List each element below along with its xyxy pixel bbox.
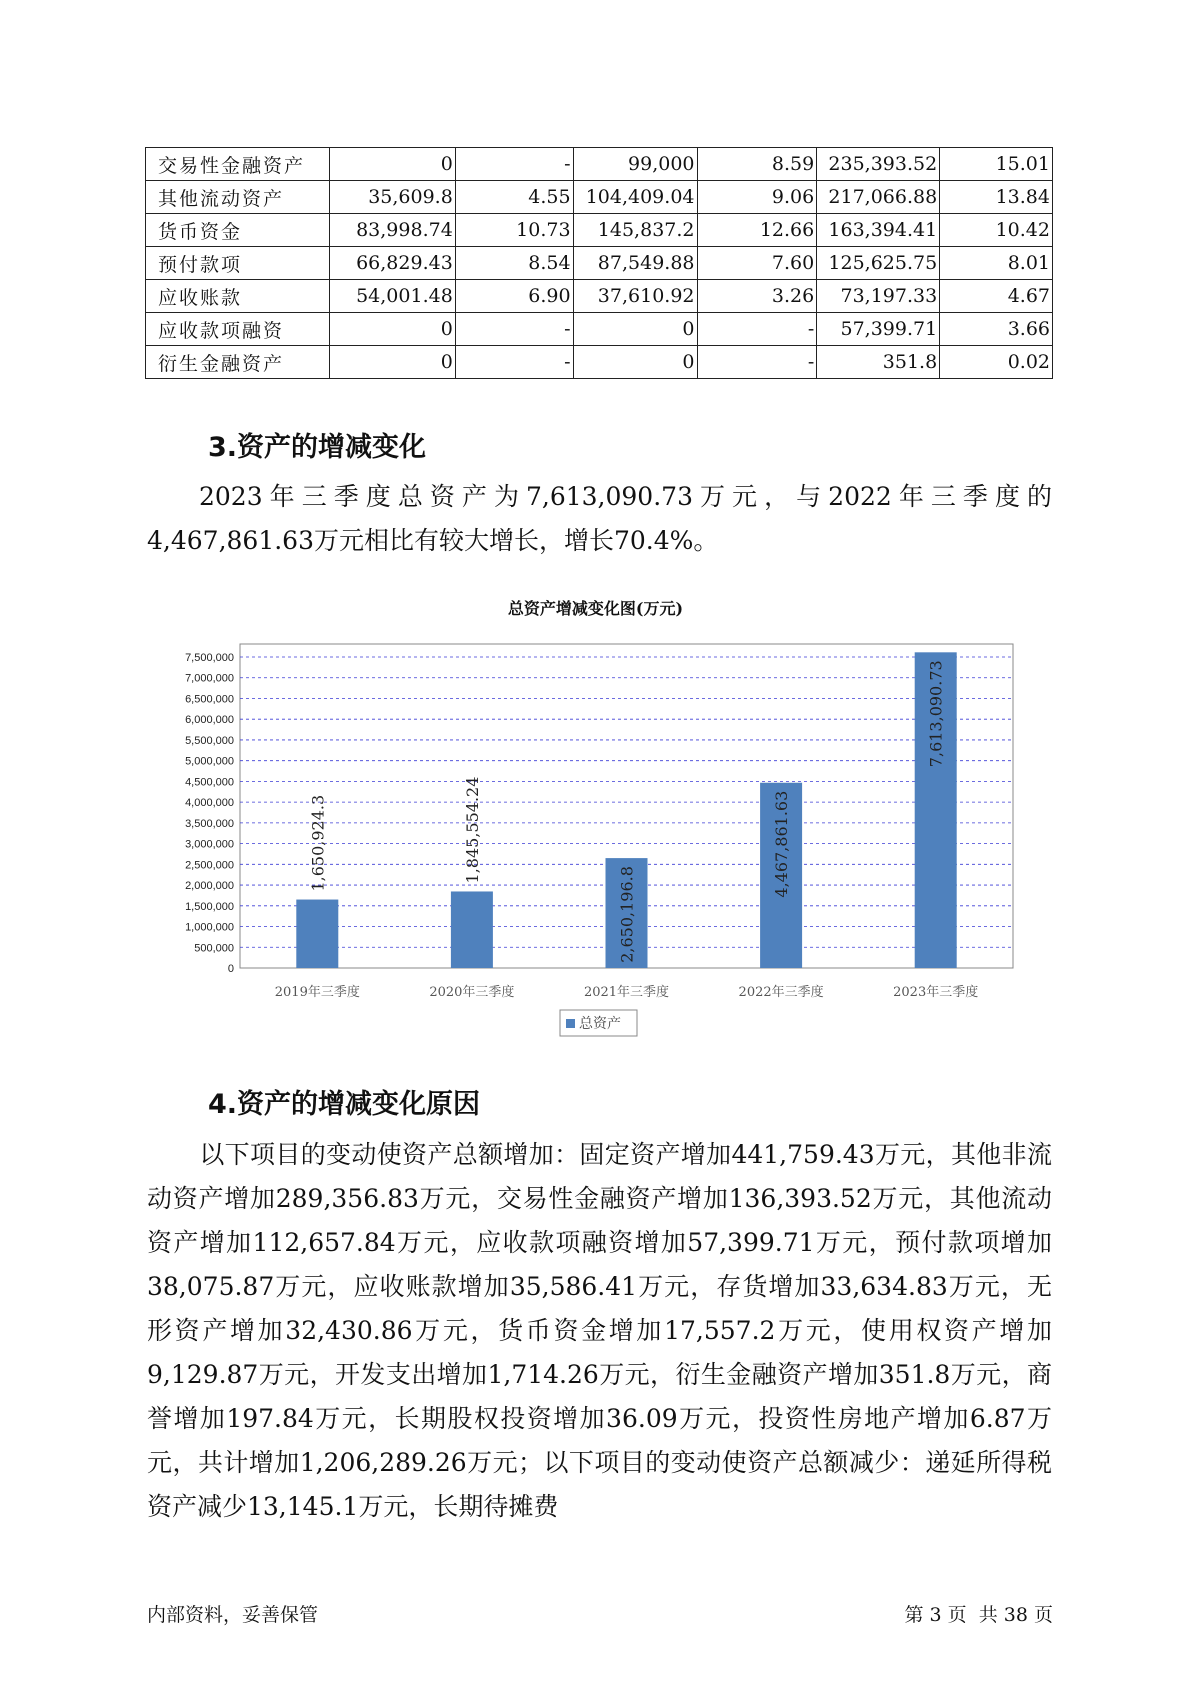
row-label-cell: 交易性金融资产	[146, 148, 330, 181]
value-cell: 6.90	[455, 280, 573, 313]
bar-value-label: 7,613,090.73	[926, 660, 946, 768]
y-tick-label: 3,500,000	[185, 817, 234, 830]
bar	[296, 900, 338, 968]
value-cell: 3.66	[940, 313, 1053, 346]
x-tick-label: 2019年三季度	[274, 985, 360, 1000]
y-tick-label: 5,500,000	[185, 734, 234, 747]
footer-page-number: 第 3 页 共 38 页	[904, 1604, 1053, 1626]
value-cell: 235,393.52	[817, 148, 940, 181]
value-cell: 125,625.75	[817, 247, 940, 280]
value-cell: 87,549.88	[573, 247, 697, 280]
y-tick-label: 0	[227, 963, 234, 975]
y-tick-label: 1,000,000	[185, 921, 234, 934]
value-cell: 217,066.88	[817, 181, 940, 214]
y-tick-label: 1,500,000	[185, 900, 234, 913]
chart-title: 总资产增减变化图(万元)	[507, 599, 684, 618]
value-cell: 8.59	[697, 148, 817, 181]
value-cell: 54,001.48	[329, 280, 455, 313]
value-cell: 3.26	[697, 280, 817, 313]
value-cell: 4.67	[940, 280, 1053, 313]
value-cell: 57,399.71	[817, 313, 940, 346]
value-cell: 0.02	[940, 346, 1053, 379]
value-cell: 0	[573, 346, 697, 379]
section-heading-asset-change: 3.资产的增减变化	[208, 432, 427, 463]
y-tick-label: 7,000,000	[185, 672, 234, 685]
row-label-cell: 货币资金	[146, 214, 330, 247]
value-cell: 0	[329, 313, 455, 346]
legend-label: 总资产	[579, 1016, 621, 1032]
row-label-cell: 衍生金融资产	[146, 346, 330, 379]
value-cell: 4.55	[455, 181, 573, 214]
bar-value-label: 1,845,554.24	[462, 776, 482, 884]
value-cell: 145,837.2	[573, 214, 697, 247]
y-tick-label: 3,000,000	[185, 838, 234, 851]
y-tick-label: 500,000	[194, 942, 234, 955]
y-tick-label: 7,500,000	[185, 652, 234, 664]
x-tick-label: 2022年三季度	[738, 985, 824, 1000]
value-cell: 163,394.41	[817, 214, 940, 247]
value-cell: 35,609.8	[329, 181, 455, 214]
bar-value-label: 2,650,196.8	[617, 866, 637, 963]
value-cell: 37,610.92	[573, 280, 697, 313]
value-cell: 15.01	[940, 148, 1053, 181]
value-cell: 8.01	[940, 247, 1053, 280]
y-tick-label: 2,000,000	[185, 880, 234, 893]
value-cell: 83,998.74	[329, 214, 455, 247]
y-tick-label: 2,500,000	[185, 859, 234, 872]
value-cell: 10.73	[455, 214, 573, 247]
row-label-cell: 其他流动资产	[146, 181, 330, 214]
y-tick-label: 4,500,000	[185, 776, 234, 789]
value-cell: 8.54	[455, 247, 573, 280]
y-tick-label: 4,000,000	[185, 797, 234, 810]
value-cell: -	[455, 346, 573, 379]
value-cell: -	[697, 346, 817, 379]
value-cell: 9.06	[697, 181, 817, 214]
y-tick-label: 5,000,000	[185, 755, 234, 768]
x-tick-label: 2023年三季度	[893, 985, 979, 1000]
bar-value-label: 1,650,924.3	[308, 794, 328, 892]
bar-value-label: 4,467,861.63	[772, 790, 792, 898]
change-reasons-paragraph	[147, 1133, 1052, 1529]
value-cell: 12.66	[697, 214, 817, 247]
value-cell: 0	[329, 148, 455, 181]
footer-confidential: 内部资料，妥善保管	[147, 1604, 319, 1626]
value-cell: -	[455, 148, 573, 181]
value-cell: 99,000	[573, 148, 697, 181]
value-cell: 10.42	[940, 214, 1053, 247]
x-tick-label: 2021年三季度	[583, 985, 670, 1000]
section-heading-change-reasons: 4.资产的增减变化原因	[208, 1089, 481, 1120]
legend-swatch	[566, 1019, 575, 1028]
value-cell: 73,197.33	[817, 280, 940, 313]
change-reasons-text: 以下项目的变动使资产总额增加：固定资产增加441,759.43万元，其他非流动资产增加289,356.83万元，交易性金融资产增加136,393.52万元，其他流动资产增加112,657.84万元，应收款项融资增加57,399.71万元，预付款项增加38,075.87万元，应收账款增加35,586.41万元，存货增加33,634.83万元，无形资产增加32,430.86万元，货币资金增加17,557.2万元，使用权资产增加9,129.87万元，开发支出增加1,714.26万元，衍生金融资产增加351.8万元，商誉增加197.84万元，长期股权投资增加36.09万元，投资性房地产增加6.87万元，共计增加1,206,289.26万元；以下项目的变动使资产总额减少：递延所得税资产减少13,145.1万元，长期待摊费	[147, 1140, 1052, 1521]
x-tick-label: 2020年三季度	[429, 985, 515, 1000]
y-tick-label: 6,500,000	[185, 693, 234, 706]
value-cell: -	[697, 313, 817, 346]
row-label-cell: 预付款项	[146, 247, 330, 280]
row-label-cell: 应收款项融资	[146, 313, 330, 346]
value-cell: 104,409.04	[573, 181, 697, 214]
row-label-cell: 应收账款	[146, 280, 330, 313]
bar	[451, 891, 493, 968]
value-cell: 7.60	[697, 247, 817, 280]
value-cell: 0	[329, 346, 455, 379]
value-cell: 351.8	[817, 346, 940, 379]
value-cell: 66,829.43	[329, 247, 455, 280]
value-cell: 0	[573, 313, 697, 346]
asset-change-text: 2023年三季度总资产为7,613,090.73万元，与2022年三季度的4,467,861.63万元相比有较大增长，增长70.4%。	[147, 482, 1052, 555]
value-cell: -	[455, 313, 573, 346]
value-cell: 13.84	[940, 181, 1053, 214]
y-tick-label: 6,000,000	[185, 714, 234, 727]
